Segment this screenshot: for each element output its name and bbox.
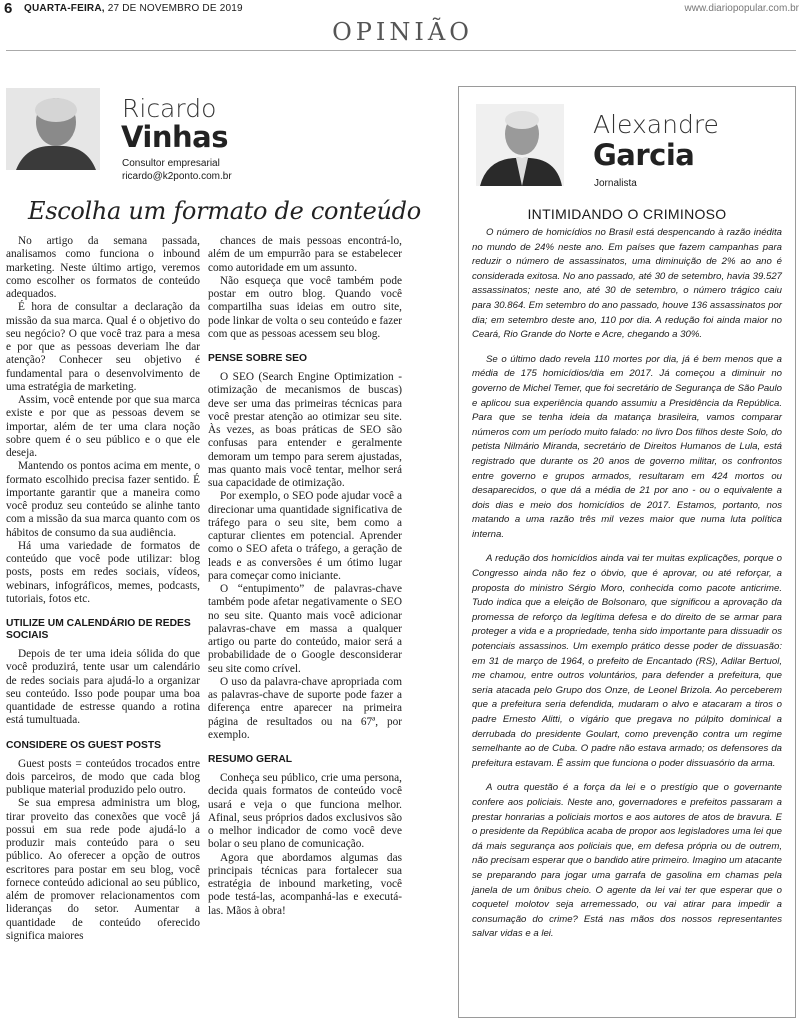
paragraph: Mantendo os pontos acima em mente, o formato escolhido precisa fazer sentido. É importante garantir que a maneira como você produz seu conteúdo se alinhe tanto com a missão da sua marca quanto com os hábitos de consumo da sua audiência. <box>6 460 200 539</box>
paragraph: O SEO (Search Engine Optimization - otimização de mecanismos de buscas) deve ser uma das primeiras técnicas para você prestar atenção ao otimizar seu site. Às vezes, as boas práticas de SEO são confusas para entender e geralmente demoram um tempo para serem ajustadas, mas quanto mais você tentar, melhor será sua capacidade de otimização. <box>208 371 402 489</box>
paragraph: O número de homicídios no Brasil está despencando à razão inédita no mundo de 24% neste ano. Em países que fazem campanhas para reduzir o número de assassinatos, uma diminuição de 2% ao ano é considerada exitosa. No ano passado, até 30 de setembro, havia 39.527 assassinatos; neste ano, até 30 de setembro, o número trágico caiu para 30.864. Em setembro do ano passado, houve 136 assassinatos por dia; em setembro deste ano, 110 por dia. A redução foi ainda maior no Ceará, Rio Grande do Norte e Acre, chegando a 30%. <box>472 227 782 341</box>
column-body <box>472 226 782 952</box>
paragraph: A outra questão é a força da lei e o prestígio que o governante confere aos policiais. Neste ano, governadores e prefeitos passaram a prestar honrarias a policiais mortos e aos autores de atos de bravura. E o presidente da República acaba de propor aos legisladores uma lei que dá mais segurança aos policiais que, em defesa própria ou de outrem, não precisam esperar que o bandido atire primeiro. Imagino um atacante se preparando para jogar uma garrafa de gasolina em chamas pela janela de um ônibus cheio. O agente da lei vai ter que esperar que o coquetel molotov seja arremessado, ou vai atirar para impedir a consumação do crime? Está nas mãos dos nossos representantes salvar vidas e a lei. <box>472 782 782 940</box>
paragraph: Conheça seu público, crie uma persona, decida quais formatos de conteúdo você usará e veja o que funciona melhor. Afinal, seus próprios dados exclusivos são o melhor indicador de como você deve bolar o seu plano de comunicação. <box>208 772 402 851</box>
paragraph: Se sua empresa administra um blog, tirar proveito das conexões que você já possui em sua rede pode ajudá-lo a produzir mais conteúdo para o seu público. Ao oferecer a opção de outros escritores para postar em seu blog, você fornece conteúdo adicional ao seu público, além de promover relacionamentos com lideranças do setor. Aumentar a quantidade de conteúdo oferecido significa maiores <box>6 797 200 942</box>
author-photo <box>6 88 100 170</box>
column-headline: INTIMIDANDO O CRIMINOSO <box>527 206 727 222</box>
paragraph-group <box>208 772 402 918</box>
paragraph: Não esqueça que você também pode postar em outro blog. Quando você compartilha suas ideias em outro site, pode linkar de volta o seu conteúdo e fazer com que as pessoas acessem seu blog. <box>208 274 402 340</box>
paragraph-group <box>6 235 200 606</box>
paragraph: Depois de ter uma ideia sólida do que você produzirá, tente usar um calendário de redes sociais para ajudá-lo a organizar seu conteúdo. Isso pode poupar uma boa quantidade de estresse quando a rotina está tumultuada. <box>6 648 200 727</box>
paragraph-group <box>6 758 200 944</box>
paragraph-group <box>472 226 782 942</box>
paragraph: chances de mais pessoas encontrá-lo, além de um empurrão para se estabelecer como autoridade em um assunto. <box>208 235 402 274</box>
paragraph: Agora que abordamos algumas das principais técnicas para fortalecer sua estratégia de inbound marketing, você pode testá-las, acompanhá-las e executá-las. Mãos à obra! <box>208 851 402 917</box>
header-rule <box>6 50 796 51</box>
author-last-name: Garcia <box>593 138 695 172</box>
paragraph: Por exemplo, o SEO pode ajudar você a direcionar uma quantidade significativa de tráfego para o seu site, bem como a capturar clientes em potencial. Aprender como o SEO afeta o tráfego, a geração de leads e as conversões é um ótimo lugar para começar como iniciante. <box>208 490 402 582</box>
site-url: www.diariopopular.com.br <box>684 3 799 14</box>
portrait-icon <box>6 88 100 170</box>
author-first-name: Ricardo <box>122 94 217 123</box>
subheading-seo: PENSE SOBRE SEO <box>208 353 307 364</box>
subheading-calendar: UTILIZE UM CALENDÁRIO DE REDES SOCIAIS <box>6 618 191 641</box>
paragraph-group <box>208 371 402 742</box>
author-photo <box>476 104 564 186</box>
subheading-summary: RESUMO GERAL <box>208 754 293 765</box>
article-column-1 <box>6 235 200 943</box>
section-title: OPINIÃO <box>332 18 473 46</box>
author-role: Jornalista <box>594 178 637 189</box>
author-credentials <box>122 157 232 183</box>
paragraph-group <box>6 648 200 728</box>
paragraph: O uso da palavra-chave apropriada com as palavras-chave de suporte pode fazer a diferença entre aparecer na primeira página de resultados ou na 67ª, por exemplo. <box>208 675 402 741</box>
author-last-name: Vinhas <box>121 120 228 154</box>
author-role: Consultor empresarial <box>122 158 220 169</box>
author-first-name: Alexandre <box>593 110 719 139</box>
page-header <box>0 0 805 18</box>
author-email: ricardo@k2ponto.com.br <box>122 171 232 182</box>
article-headline: Escolha um formato de conteúdo <box>28 197 421 225</box>
paragraph: O “entupimento” de palavras-chave também pode afetar negativamente o SEO no seu site. Quanto mais você adicionar palavras-chave em massa a qualquer artigo ou parte do conteúdo, maior será a probabilidade de o Google desconsiderar seu site como crível. <box>208 583 402 675</box>
date: 27 DE NOVEMBRO DE 2019 <box>107 3 243 14</box>
dateline <box>24 3 243 14</box>
paragraph-group <box>208 235 402 341</box>
article-column-2 <box>208 235 402 918</box>
subheading-guest-posts: CONSIDERE OS GUEST POSTS <box>6 739 162 751</box>
page-number: 6 <box>4 0 13 17</box>
weekday: QUARTA-FEIRA, <box>24 3 105 14</box>
paragraph: Guest posts = conteúdos trocados entre dois parceiros, de modo que cada blog publique material produzido pelo outro. <box>6 757 200 796</box>
paragraph: É hora de consultar a declaração da missão da sua marca. Qual é o objetivo do seu negócio? O que você traz para a mesa e por que as pessoas deveriam lhe dar atenção? Conhecer seu objetivo é fundamental para o desenvolvimento de uma estratégia de marketing. <box>6 301 200 393</box>
paragraph: Assim, você entende por que sua marca existe e por que as pessoas devem se importar, além de ter uma clara noção sobre quem é o seu público e o que ele deseja. <box>6 394 200 459</box>
portrait-icon <box>476 104 564 186</box>
paragraph: A redução dos homicídios ainda vai ter muitas explicações, porque o Congresso ainda não fez o óbvio, que é aprovar, ou até reforçar, a proposta do ministro Sérgio Moro, conhecida como pacote anticrime. Tudo indica que a eleição de Bolsonaro, que significou a aprovação da promessa de reforço da legítima defesa e do direito de se armar para proteger a vida e a propriedade, tenha sido importante para dissuadir os potenciais assassinos. Um exemplo prático desse poder de dissuasão: em 31 de março de 1964, o prefeito de Encantado (RS), Adilar Bertuol, me chamou, entre outros voluntários, para defender a prefeitura, que seria atacada pelo Grupo dos Onze, de Leonel Brizola. Ao perceberem que a prefeitura seria defendida, mudaram o alvo e atacaram a tiros o padre Ernesto Alitti, o vigário que pregava no púlpito dominical a derrubada do presidente Goulart, como prevenção contra um regime semelhante ao de Cuba. O padre não estava armado; os defensores da prefeitura estavam. É assim que funciona o poder dissuasório da arma. <box>472 553 782 769</box>
paragraph: Se o último dado revela 110 mortes por dia, já é bem menos que a média de 175 homicídios/dia em 2017. Já começou a diminuir no governo de Michel Temer, que foi secretário de Segurança de São Paulo e aplicou sua experiência quando assumiu a Presidência da República. Para que se tenha ideia da matança brasileira, vamos comparar números com um período muito falado: no livro Dos filhos deste Solo, do petista Nilmário Miranda, secretário de Direitos Humanos de Lula, está registrado que durante os 20 anos de governo militar, os confrontos entre governo e grupos armados, resultaram em 424 mortos ou desaparecidos, o que dá a média de 21 por ano - ou o equivalente a dois dias e meio dos homicídios de 2017. Estamos, portanto, nos matando a uma razão três mil vezes maior que numa luta política interna. <box>472 353 782 540</box>
paragraph: Há uma variedade de formatos de conteúdo que você pode utilizar: blog posts, posts em redes sociais, vídeos, webinars, infográficos, memes, podcasts, tutoriais, fotos etc. <box>6 539 200 605</box>
paragraph: No artigo da semana passada, analisamos como funciona o inbound marketing. Neste último artigo, veremos como escolher os formatos de conteúdo adequados. <box>6 235 200 300</box>
